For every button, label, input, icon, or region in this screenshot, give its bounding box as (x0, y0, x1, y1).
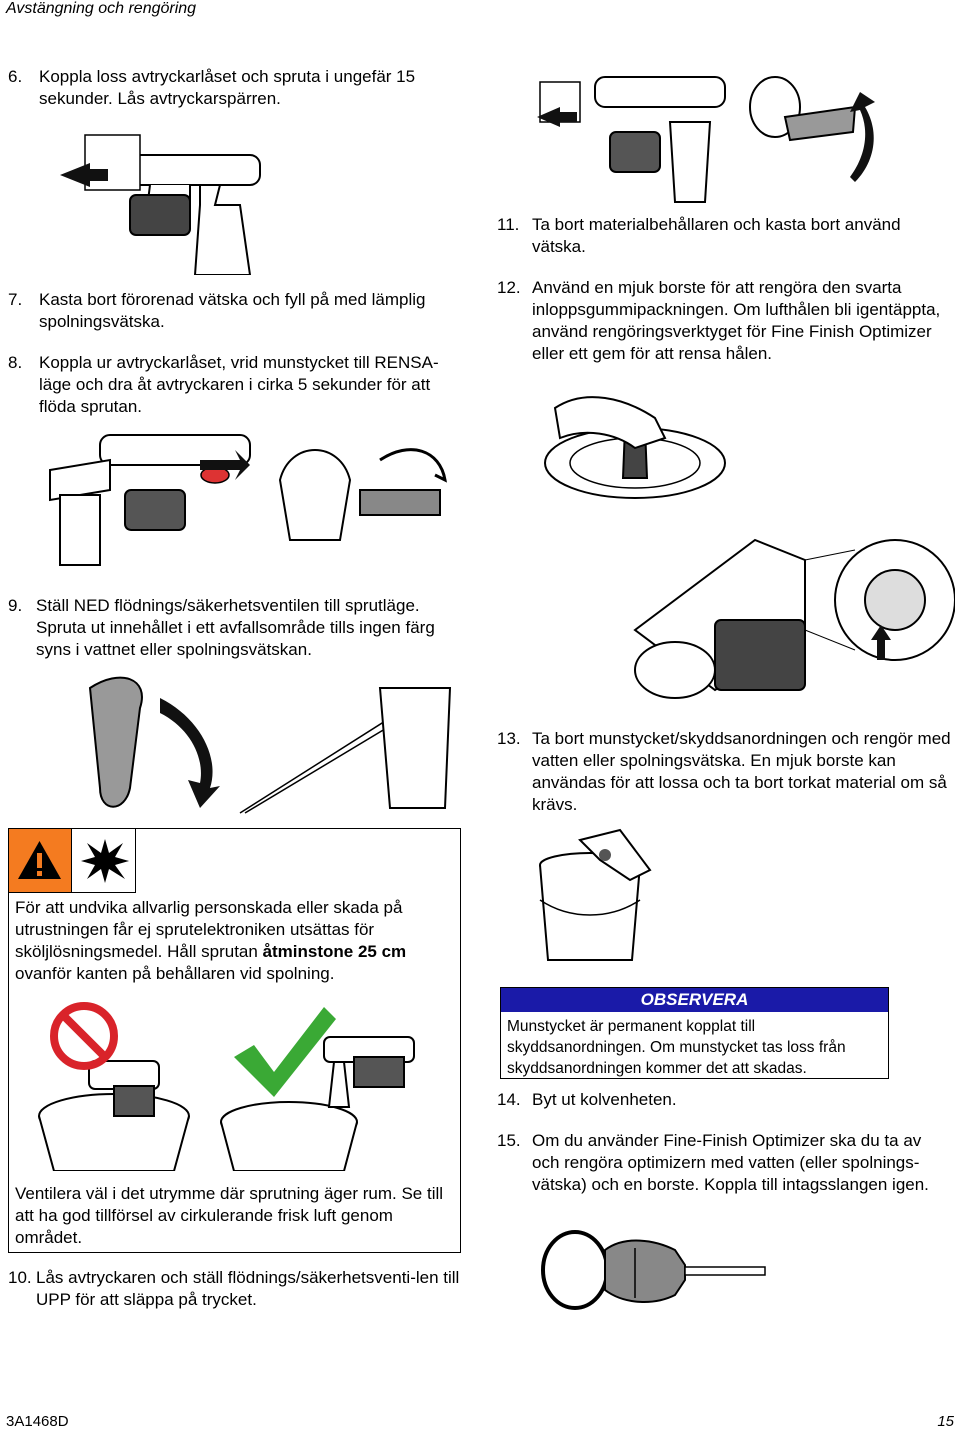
spray-gun-unlock-illustration (50, 125, 280, 275)
step-7 (8, 289, 463, 333)
warning-triangle-icon (9, 829, 72, 892)
fine-finish-optimizer-illustration (535, 1220, 775, 1320)
step-text: Byt ut kolvenheten. (532, 1090, 677, 1109)
step-text: Kasta bort förorenad vätska och fyll på med lämplig spolningsvätska. (39, 290, 426, 331)
step-text: Koppla loss avtryckarlåset och spruta i ungefär 15 sekunder. Lås avtryckarspärren. (39, 67, 416, 108)
step-text: Om du använder Fine-Finish Optimizer ska du ta av och rengöra optimizern med vatten (eller spolnings-vätska) och en borste. Koppla till intagsslangen igen. (532, 1131, 929, 1194)
ventilation-text: Ventilera väl i det utrymme där sprutning äger rum. Se till att ha god tillförsel av cirkulerande frisk luft genom området. (15, 1184, 444, 1247)
step-6 (8, 66, 453, 110)
step-14 (497, 1089, 952, 1111)
spray-valve-down-illustration (60, 668, 460, 818)
step-number: 13. (497, 729, 521, 748)
section-title: Avstängning och rengöring (6, 0, 197, 17)
warning-icons (9, 829, 136, 893)
correct-spraying-illustration (214, 997, 439, 1171)
step-9 (8, 595, 463, 661)
step-text: Koppla ur avtryckarlåset, vrid munstycket till RENSA-läge och dra åt avtryckaren i cirka 5 sekunder för att flöda sprutan. (39, 353, 439, 416)
prohibited-spraying-illustration (29, 1001, 199, 1171)
step-text: Ställ NED flödnings/säkerhetsventilen till sprutläge. Spruta ut innehållet i ett avfallsområde tills ingen färg syns i vattnet eller spolningsvätskan. (36, 596, 435, 659)
step-15 (497, 1130, 952, 1196)
explosion-icon (79, 835, 131, 887)
step-number: 10. (8, 1268, 32, 1287)
step-number: 6. (8, 67, 23, 86)
step-text: Använd en mjuk borste för att rengöra den svarta inloppsgummipackningen. Om lufthålen bli igentäppta, använd rengöringsverktyget för Fine Finish Optimizer eller ett gem för att rensa hålen. (532, 278, 941, 363)
step-text: Lås avtryckaren och ställ flödnings/säkerhetsventi-len till UPP för att släppa på trycket. (36, 1268, 460, 1309)
step-number: 8. (8, 353, 23, 372)
step-10 (8, 1267, 463, 1311)
step-number: 15. (497, 1131, 521, 1150)
warning-emphasis: åtminstone 25 cm (262, 942, 407, 961)
step-number: 12. (497, 278, 521, 297)
nozzle-washing-bucket-illustration (530, 820, 680, 968)
warning-text: För att undvika allvarlig personskada eller skada på utrustningen får ej sprutelektroniken utsättas för sköljlösningsmedel. Håll sprutan åtminstone 25 cm ovanför kanten på behållaren vid spolning. (15, 898, 407, 983)
page-number: 15 (937, 1413, 954, 1430)
step-12 (497, 277, 952, 365)
spray-gun-flush-illustration (40, 420, 480, 580)
warning-box (8, 828, 461, 1253)
notice-title: OBSERVERA (501, 988, 888, 1012)
step-text: Ta bort munstycket/skyddsanordningen och rengör med vatten eller spolningsvätska. En mjuk borste kan användas för att lossa och ta bort torkat material om så krävs. (532, 729, 951, 814)
step-text: Ta bort materialbehållaren och kasta bort använd vätska. (532, 215, 901, 256)
step-13 (497, 728, 952, 816)
step-number: 14. (497, 1090, 521, 1109)
container-removal-illustration (535, 62, 895, 212)
notice-text: Munstycket är permanent kopplat till skyddsanordningen. Om munstycket tas loss från skyddsanordningen kommer det att skadas. (507, 1018, 846, 1077)
step-11 (497, 214, 952, 258)
brush-cleaning-gasket-illustration (535, 378, 735, 510)
gun-inlet-closeup-illustration (615, 520, 955, 720)
step-8 (8, 352, 463, 418)
notice-box (500, 987, 889, 1079)
document-id: 3A1468D (6, 1413, 69, 1430)
step-number: 7. (8, 290, 23, 309)
step-number: 9. (8, 596, 23, 615)
step-number: 11. (497, 215, 520, 234)
